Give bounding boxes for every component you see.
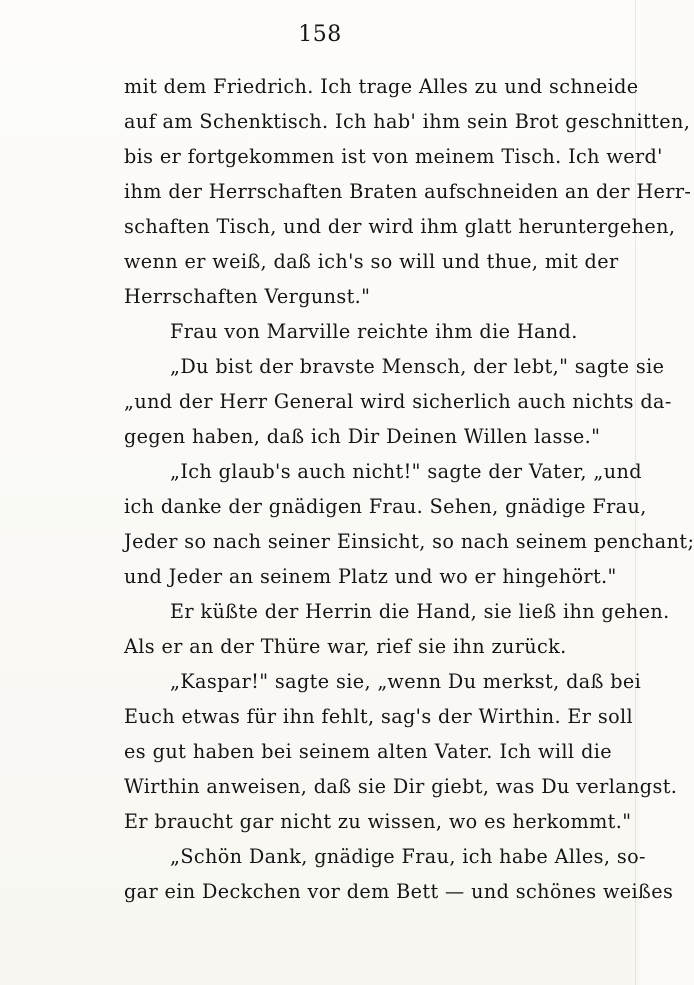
paragraph-start-line: „Du bist der bravste Mensch, der lebt," sagte sie — [170, 355, 665, 378]
text-line: wenn er weiß, daß ich's so will und thue, mit der — [124, 250, 619, 273]
text-line: Jeder so nach seiner Einsicht, so nach seinem penchant; — [124, 530, 694, 553]
text-line: Wirthin anweisen, daß sie Dir giebt, was Du verlangst. — [124, 775, 678, 798]
paragraph-start-line: „Schön Dank, gnädige Frau, ich habe Alles, so- — [170, 845, 646, 868]
text-line: gar ein Deckchen vor dem Bett — und schönes weißes — [124, 880, 674, 903]
text-line: und Jeder an seinem Platz und wo er hingehört." — [124, 565, 617, 588]
text-line: Er braucht gar nicht zu wissen, wo es herkommt." — [124, 810, 632, 833]
paragraph-start-line: „Kaspar!" sagte sie, „wenn Du merkst, daß bei — [170, 670, 642, 693]
text-line: gegen haben, daß ich Dir Deinen Willen lasse." — [124, 425, 601, 448]
text-line: mit dem Friedrich. Ich trage Alles zu und schneide — [124, 75, 639, 98]
text-line: auf am Schenktisch. Ich hab' ihm sein Brot geschnitten, — [124, 110, 691, 133]
page-number: 158 — [298, 22, 342, 47]
text-line: Als er an der Thüre war, rief sie ihn zurück. — [124, 635, 567, 658]
text-line: Euch etwas für ihn fehlt, sag's der Wirthin. Er soll — [124, 705, 634, 728]
page-text — [124, 69, 694, 909]
paragraph-start-line: Er küßte der Herrin die Hand, sie ließ ihn gehen. — [170, 600, 670, 623]
text-line: es gut haben bei seinem alten Vater. Ich will die — [124, 740, 612, 763]
text-line: schaften Tisch, und der wird ihm glatt heruntergehen, — [124, 215, 676, 238]
paragraph-start-line: „Ich glaub's auch nicht!" sagte der Vater, „und — [170, 460, 642, 483]
text-line: ich danke der gnädigen Frau. Sehen, gnädige Frau, — [124, 495, 647, 518]
text-line: bis er fortgekommen ist von meinem Tisch. Ich werd' — [124, 145, 663, 168]
text-line: „und der Herr General wird sicherlich auch nichts da- — [124, 390, 672, 413]
text-line: Herrschaften Vergunst." — [124, 285, 371, 308]
text-line: ihm der Herrschaften Braten aufschneiden an der Herr- — [124, 180, 692, 203]
paragraph-start-line: Frau von Marville reichte ihm die Hand. — [170, 320, 578, 343]
